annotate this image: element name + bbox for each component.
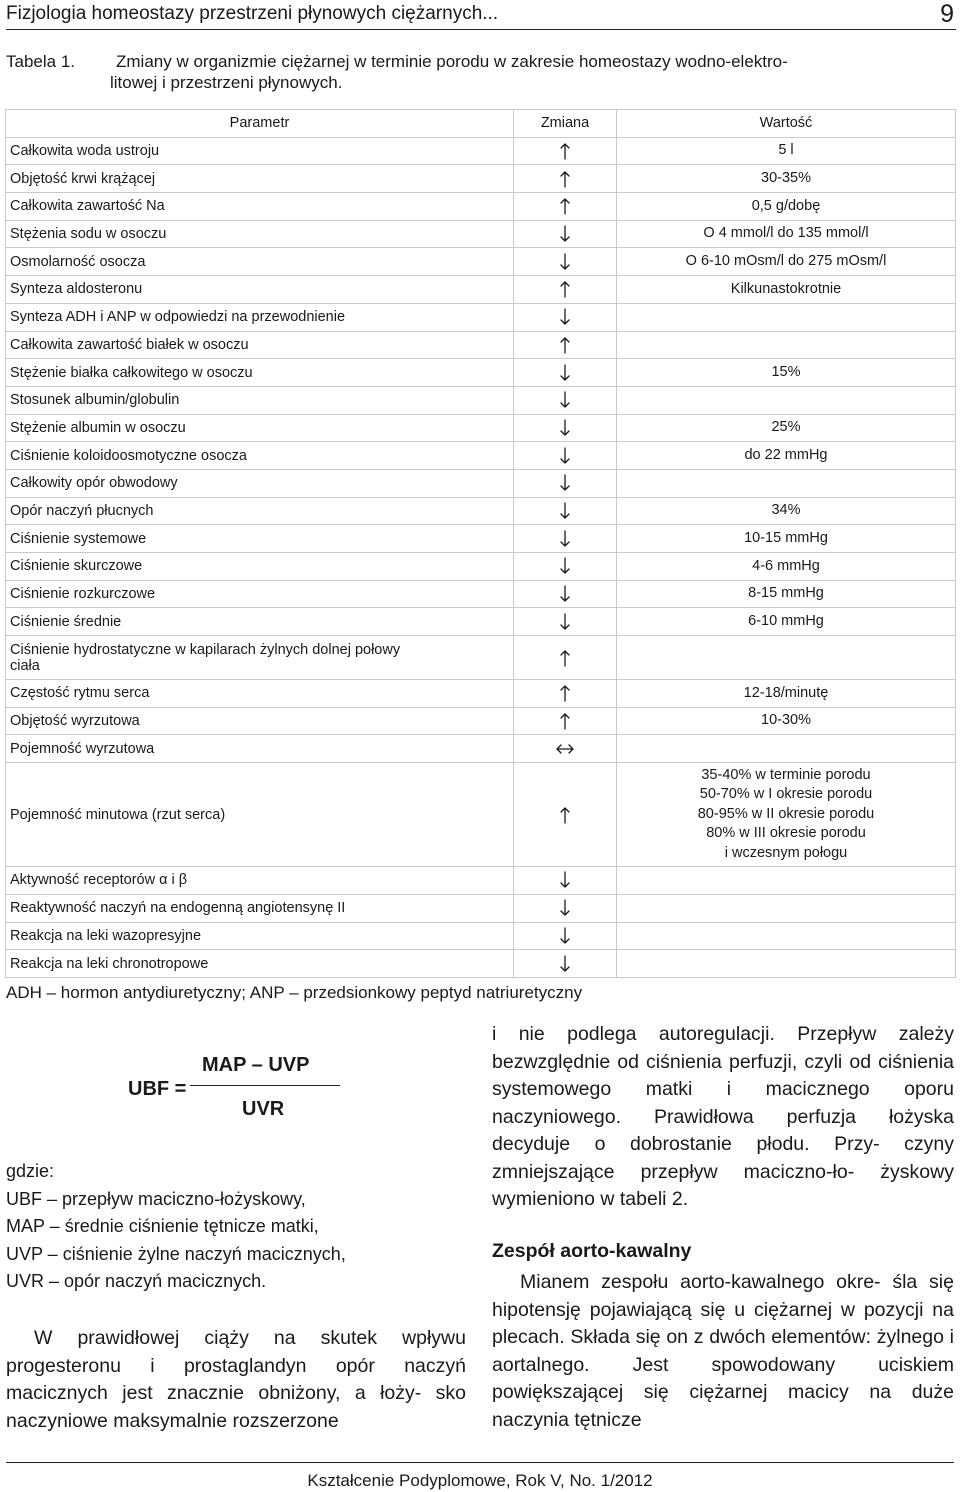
cell-zmiana — [514, 636, 617, 680]
cell-zmiana — [514, 442, 617, 470]
cell-wartosc: do 22 mmHg — [617, 442, 956, 470]
arrow-down-icon — [558, 308, 572, 326]
definition-line: UVP – ciśnienie żylne naczyń macicznych, — [6, 1243, 346, 1264]
section-paragraph: Mianem zespołu aorto-kawalnego okre- śla się hipotensję pojawiającą się u ciężarnej w pozycji na plecach. Składa się on z dwóch elementów: żylnego i aortalnego. Jest spowodowany uciskiem powiększającej się ciężarnej macicy na duże naczynia tętnicze — [492, 1271, 954, 1431]
arrow-down-icon — [558, 927, 572, 945]
cell-zmiana — [514, 220, 617, 248]
arrow-up-icon — [558, 684, 572, 702]
table-row — [6, 707, 956, 735]
cell-wartosc — [617, 331, 956, 359]
cell-parametr: Ciśnienie systemowe — [6, 525, 514, 553]
cell-wartosc — [617, 469, 956, 497]
cell-parametr: Opór naczyń płucnych — [6, 497, 514, 525]
cell-parametr: Całkowita zawartość Na — [6, 193, 514, 221]
cell-wartosc — [617, 763, 956, 867]
formula-lhs: UBF = — [128, 1078, 187, 1100]
cell-zmiana — [514, 763, 617, 867]
table-row — [6, 193, 956, 221]
cell-parametr — [6, 636, 514, 680]
cell-wartosc: 10-30% — [617, 707, 956, 735]
cell-zmiana — [514, 894, 617, 922]
table-row — [6, 525, 956, 553]
cell-wartosc — [617, 894, 956, 922]
cell-zmiana — [514, 248, 617, 276]
cell-wartosc — [617, 922, 956, 950]
cell-wartosc: 12-18/minutę — [617, 680, 956, 708]
cell-parametr: Stężenia sodu w osoczu — [6, 220, 514, 248]
arrow-down-icon — [558, 557, 572, 575]
cell-parametr: Całkowity opór obwodowy — [6, 469, 514, 497]
arrow-down-icon — [558, 447, 572, 465]
cell-zmiana — [514, 193, 617, 221]
cell-zmiana — [514, 303, 617, 331]
table-row — [6, 680, 956, 708]
cell-parametr: Ciśnienie koloidoosmotyczne osocza — [6, 442, 514, 470]
arrow-down-icon — [558, 364, 572, 382]
cell-wartosc: 4-6 mmHg — [617, 553, 956, 581]
cell-wartosc: 15% — [617, 359, 956, 387]
cell-parametr: Stężenie białka całkowitego w osoczu — [6, 359, 514, 387]
cell-zmiana — [514, 359, 617, 387]
arrow-up-icon — [558, 142, 572, 160]
table-row — [6, 469, 956, 497]
cell-zmiana — [514, 497, 617, 525]
running-footer: Kształcenie Podyplomowe, Rok V, No. 1/2012 — [6, 1462, 954, 1491]
arrow-up-icon — [558, 197, 572, 215]
cell-zmiana — [514, 950, 617, 978]
arrow-up-icon — [558, 336, 572, 354]
parametr-line: ciała — [10, 657, 40, 674]
definition-line: MAP – średnie ciśnienie tętnicze matki, — [6, 1216, 319, 1236]
body-paragraph-left: W prawidłowej ciąży na skutek wpływu progesteronu i prostaglandyn opór naczyń macicznych jest znacznie obniżony, a łoży- sko naczyniowe maksymalnie rozszerzone — [6, 1327, 466, 1432]
running-header-title: Fizjologia homeostazy przestrzeni płynowych ciężarnych... — [6, 3, 499, 24]
table-caption-label: Tabela 1. — [6, 52, 75, 71]
cell-zmiana — [514, 137, 617, 165]
cell-parametr: Stosunek albumin/globulin — [6, 386, 514, 414]
cell-parametr: Aktywność receptorów α i β — [6, 867, 514, 895]
arrow-down-icon — [558, 474, 572, 492]
table-caption-text-line1: Zmiany w organizmie ciężarnej w terminie porodu w zakresie homeostazy wodno-elektro- — [116, 52, 788, 71]
cell-wartosc: 10-15 mmHg — [617, 525, 956, 553]
arrow-down-icon — [558, 253, 572, 271]
formula-denominator: UVR — [242, 1098, 285, 1120]
cell-wartosc: 25% — [617, 414, 956, 442]
cell-parametr: Pojemność wyrzutowa — [6, 735, 514, 763]
physiology-table — [5, 109, 956, 978]
cell-parametr: Ciśnienie skurczowe — [6, 553, 514, 581]
cell-wartosc — [617, 735, 956, 763]
cell-parametr: Reaktywność naczyń na endogenną angiotensynę II — [6, 894, 514, 922]
table-row — [6, 867, 956, 895]
cell-parametr: Reakcja na leki wazopresyjne — [6, 922, 514, 950]
wartosc-line: 80% w III okresie porodu — [706, 825, 866, 842]
cell-parametr: Osmolarność osocza — [6, 248, 514, 276]
section-heading: Zespół aorto-kawalny — [492, 1240, 692, 1262]
cell-zmiana — [514, 525, 617, 553]
table-row — [6, 497, 956, 525]
arrow-up-icon — [558, 170, 572, 188]
cell-parametr: Synteza ADH i ANP w odpowiedzi na przewodnienie — [6, 303, 514, 331]
cell-parametr: Pojemność minutowa (rzut serca) — [6, 763, 514, 867]
wartosc-line: 35-40% w terminie porodu — [701, 766, 871, 783]
cell-zmiana — [514, 680, 617, 708]
arrow-down-icon — [558, 899, 572, 917]
cell-wartosc: 34% — [617, 497, 956, 525]
cell-zmiana — [514, 735, 617, 763]
cell-zmiana — [514, 580, 617, 608]
cell-parametr: Stężenie albumin w osoczu — [6, 414, 514, 442]
body-paragraph-right: i nie podlega autoregulacji. Przepływ zależy bezwzględnie od ciśnienia perfuzji, czyli od ciśnienia systemowego matki i macicznego oporu naczyniowego. Prawidłowa perfuzja łożyska decyduje o dobrostanie płodu. Przy- czyny zmniejszające przepływ maciczno-ło- żyskowy wymieniono w tabeli 2. — [492, 1023, 954, 1210]
table-caption — [6, 51, 954, 93]
table-row — [6, 950, 956, 978]
header-parametr: Parametr — [6, 110, 514, 138]
cell-zmiana — [514, 553, 617, 581]
table-caption-text-line2: litowej i przestrzeni płynowych. — [110, 73, 343, 92]
cell-zmiana — [514, 276, 617, 304]
running-header — [6, 0, 956, 30]
table-header-row — [6, 110, 956, 138]
cell-zmiana — [514, 922, 617, 950]
table-row — [6, 636, 956, 680]
table-row — [6, 331, 956, 359]
table-row — [6, 608, 956, 636]
wartosc-line: 80-95% w II okresie porodu — [697, 805, 875, 822]
parametr-line: Ciśnienie hydrostatyczne w kapilarach żylnych dolnej połowy — [10, 641, 401, 658]
cell-zmiana — [514, 331, 617, 359]
cell-wartosc: O 4 mmol/l do 135 mmol/l — [617, 220, 956, 248]
cell-parametr: Całkowita woda ustroju — [6, 137, 514, 165]
cell-parametr: Ciśnienie średnie — [6, 608, 514, 636]
arrow-down-icon — [558, 502, 572, 520]
wartosc-line: i wczesnym połogu — [724, 845, 848, 862]
table-row — [6, 165, 956, 193]
table-row — [6, 763, 956, 867]
cell-zmiana — [514, 469, 617, 497]
definitions-intro: gdzie: — [6, 1161, 55, 1181]
cell-wartosc — [617, 303, 956, 331]
arrow-down-icon — [558, 955, 572, 973]
arrow-down-icon — [558, 613, 572, 631]
arrow-down-icon — [558, 225, 572, 243]
arrow-down-icon — [558, 871, 572, 889]
arrow-up-icon — [558, 712, 572, 730]
cell-wartosc — [617, 386, 956, 414]
cell-wartosc: 8-15 mmHg — [617, 580, 956, 608]
cell-wartosc: 30-35% — [617, 165, 956, 193]
table-body — [6, 137, 956, 977]
table-row — [6, 303, 956, 331]
wartosc-line: 50-70% w I okresie porodu — [699, 786, 873, 803]
cell-wartosc — [617, 636, 956, 680]
cell-parametr: Reakcja na leki chronotropowe — [6, 950, 514, 978]
cell-parametr: Objętość wyrzutowa — [6, 707, 514, 735]
cell-parametr: Synteza aldosteronu — [6, 276, 514, 304]
table-row — [6, 276, 956, 304]
cell-parametr: Objętość krwi krążącej — [6, 165, 514, 193]
cell-wartosc — [617, 950, 956, 978]
arrow-down-icon — [558, 419, 572, 437]
arrow-down-icon — [558, 391, 572, 409]
definition-line: UBF – przepływ maciczno-łożyskowy, — [6, 1188, 306, 1209]
formula-definitions — [6, 1158, 466, 1296]
cell-wartosc — [617, 867, 956, 895]
table-footnote: ADH – hormon antydiuretyczny; ANP – przedsionkowy peptyd natriuretyczny — [6, 983, 583, 1002]
table-row — [6, 442, 956, 470]
table-row — [6, 414, 956, 442]
table-row — [6, 359, 956, 387]
arrow-up-icon — [558, 806, 572, 824]
table-row — [6, 894, 956, 922]
table-row — [6, 922, 956, 950]
arrow-up-icon — [558, 649, 572, 667]
cell-zmiana — [514, 608, 617, 636]
formula-numerator: MAP – UVP — [202, 1054, 310, 1076]
table-row — [6, 248, 956, 276]
cell-parametr: Całkowita zawartość białek w osoczu — [6, 331, 514, 359]
cell-parametr: Ciśnienie rozkurczowe — [6, 580, 514, 608]
table-row — [6, 220, 956, 248]
cell-zmiana — [514, 707, 617, 735]
fraction-bar — [190, 1085, 340, 1086]
table-row — [6, 735, 956, 763]
arrow-down-icon — [558, 585, 572, 603]
cell-wartosc: O 6-10 mOsm/l do 275 mOsm/l — [617, 248, 956, 276]
cell-parametr: Częstość rytmu serca — [6, 680, 514, 708]
cell-wartosc: 5 l — [617, 137, 956, 165]
cell-wartosc: 0,5 g/dobę — [617, 193, 956, 221]
table-row — [6, 580, 956, 608]
arrow-up-icon — [558, 280, 572, 298]
header-wartosc: Wartość — [617, 110, 956, 138]
page-number: 9 — [940, 0, 954, 28]
cell-zmiana — [514, 386, 617, 414]
cell-wartosc: Kilkunastokrotnie — [617, 276, 956, 304]
cell-zmiana — [514, 414, 617, 442]
definition-line: UVR – opór naczyń macicznych. — [6, 1271, 267, 1291]
cell-wartosc: 6-10 mmHg — [617, 608, 956, 636]
table-row — [6, 137, 956, 165]
ubf-formula — [128, 1052, 348, 1124]
cell-zmiana — [514, 165, 617, 193]
cell-zmiana — [514, 867, 617, 895]
table-row — [6, 386, 956, 414]
table-row — [6, 553, 956, 581]
arrow-left-right-icon — [555, 740, 575, 758]
arrow-down-icon — [558, 530, 572, 548]
header-zmiana: Zmiana — [514, 110, 617, 138]
